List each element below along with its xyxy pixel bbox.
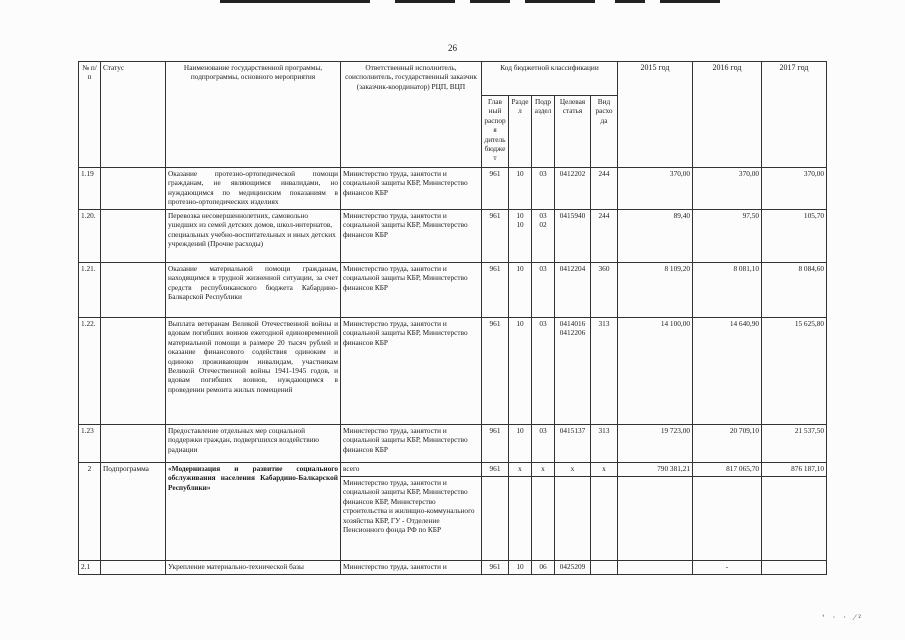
row-executor: Министерство труда, занятости и [341,561,482,575]
row-amount-2017: 370,00 [762,168,827,210]
subprogram-amount-2016: 817 065,70 [693,463,762,477]
row-grbs: 961 [482,263,509,318]
subprogram-amount-2017: 876 187,10 [762,463,827,477]
empty-cell [618,477,693,561]
table-row [79,318,827,425]
row-amount-2015: 89,40 [618,210,693,263]
empty-cell [509,477,532,561]
row-status [101,425,166,463]
header-year-2015: 2015 год [618,62,693,168]
row-name: Перевозка несовершеннолетних, самовольно ушедших из семей детских домов, школ-интернатов, специальных учебно-воспитательных и иных детских учреждений (Прочие расходы) [166,210,341,263]
row-vr: 313 [591,318,618,425]
subprogram-total-label: всего [341,463,482,477]
row-num: 1.19 [79,168,101,210]
row-vr: 360 [591,263,618,318]
row-amount-2017: 21 537,50 [762,425,827,463]
row-num: 1.21. [79,263,101,318]
table-row [79,263,827,318]
row-name: Предоставление отдельных мер социальной поддержки граждан, подвергшихся воздействию радиации [166,425,341,463]
row-amount-2015: 14 100,00 [618,318,693,425]
table-row [79,561,827,575]
subprogram-podrazdel: x [532,463,555,477]
empty-cell [555,477,591,561]
row-amount-2017: 15 625,80 [762,318,827,425]
row-podrazdel: 03 02 [532,210,555,263]
row-grbs: 961 [482,425,509,463]
table-row [79,210,827,263]
header-year-2016: 2016 год [693,62,762,168]
row-amount-2016: 8 081,10 [693,263,762,318]
page-number: 26 [448,43,457,53]
empty-cell [482,477,509,561]
row-amount-2016: 20 709,10 [693,425,762,463]
row-name: Оказание протезно-ортопедической помощи гражданам, не являющимся инвалидами, но нуждающимся по медицинским показаниям в протезно-ортопедических изделиях [166,168,341,210]
row-executor: Министерство труда, занятости и социальной защиты КБР, Министерство финансов КБР [341,210,482,263]
row-amount-2015: 19 723,00 [618,425,693,463]
row-csr: 0415137 [555,425,591,463]
row-status [101,561,166,575]
row-name: Оказание материальной помощи гражданам, находящимся в трудной жизненной ситуации, за счет средств республиканского бюджета Кабардино-Балкарской Республики [166,263,341,318]
row-amount-2017: 8 084,60 [762,263,827,318]
row-amount-2017: 105,70 [762,210,827,263]
header-podrazdel: Подр аздел [532,96,555,168]
header-num: № п/п [79,62,101,168]
row-status [101,168,166,210]
row-executor: Министерство труда, занятости и социальной защиты КБР, Министерство финансов КБР [341,168,482,210]
header-vr: Вид расхо да [591,96,618,168]
header-csr: Целевая статья [555,96,591,168]
row-amount-2015: 370,00 [618,168,693,210]
empty-cell [591,477,618,561]
row-num: 1.20. [79,210,101,263]
row-podrazdel: 06 [532,561,555,575]
row-podrazdel: 03 [532,168,555,210]
header-grbs: Глав ный распор я дитель бюдже т [482,96,509,168]
header-executor: Ответственный исполнитель, соисполнитель, государственный заказчик (заказчик-координатор) РЦП, ВЦП [341,62,482,168]
subprogram-executors: Министерство труда, занятости и социальной защиты КБР, Министерство финансов КБР, Министерство строительства и жилищно-коммунального хозяйства КБР, ГУ - Отделение Пенсионного фонда РФ по КБР [341,477,482,561]
row-csr: 0414016 0412206 [555,318,591,425]
top-scan-marks [220,0,740,6]
row-vr: 244 [591,210,618,263]
subprogram-vr: x [591,463,618,477]
row-num: 1.22. [79,318,101,425]
subprogram-total-row [79,463,827,477]
row-grbs: 961 [482,318,509,425]
header-year-2017: 2017 год [762,62,827,168]
row-amount-2015 [618,561,693,575]
row-amount-2016: 97,50 [693,210,762,263]
row-amount-2016: - [693,561,762,575]
row-razdel: 10 [509,561,532,575]
row-podrazdel: 03 [532,263,555,318]
row-amount-2015: 8 109,20 [618,263,693,318]
subprogram-amount-2015: 790 381,21 [618,463,693,477]
header-code-group: Код бюджетной классификации [482,62,618,96]
header-name: Наименование государственной программы, подпрограммы, основного мероприятия [166,62,341,168]
row-razdel: 10 [509,425,532,463]
table-header-row [79,62,827,96]
table-row [79,425,827,463]
row-razdel: 10 10 [509,210,532,263]
row-razdel: 10 [509,168,532,210]
row-executor: Министерство труда, занятости и социальной защиты КБР, Министерство финансов КБР [341,263,482,318]
subprogram-razdel: x [509,463,532,477]
row-status [101,318,166,425]
subprogram-status: Подпрограмма [101,463,166,561]
row-amount-2016: 370,00 [693,168,762,210]
row-podrazdel: 03 [532,318,555,425]
row-csr: 0412204 [555,263,591,318]
row-name: Выплата ветеранам Великой Отечественной войны и вдовам погибших воинов ежегодной единовременной материальной помощи в размере 20 тысяч рублей и оказание финансового содействия одиноким и одиноко проживающим инвалидам, участникам Великой Отечественной войны 1941-1945 годов, и вдовам погибших воинов, нуждающимся в проведении ремонта жилых помещений [166,318,341,425]
row-status [101,210,166,263]
empty-cell [762,477,827,561]
row-num: 2.1 [79,561,101,575]
subprogram-grbs: 961 [482,463,509,477]
row-razdel: 10 [509,318,532,425]
row-csr: 0425209 [555,561,591,575]
header-status: Статус [101,62,166,168]
row-name: Укрепление материально-технической базы [166,561,341,575]
row-grbs: 961 [482,561,509,575]
row-num: 1.23 [79,425,101,463]
subprogram-name: «Модернизация и развитие социального обслуживания населения Кабардино-Балкарской Республики» [166,463,341,561]
row-vr: 313 [591,425,618,463]
empty-cell [532,477,555,561]
row-amount-2016: 14 640,90 [693,318,762,425]
row-executor: Министерство труда, занятости и социальной защиты КБР, Министерство финансов КБР [341,425,482,463]
subprogram-num: 2 [79,463,101,561]
empty-cell [693,477,762,561]
row-vr: 244 [591,168,618,210]
header-razdel: Разде л [509,96,532,168]
corner-scan-marks: ‘ · · ⁄² [822,613,864,622]
row-razdel: 10 [509,263,532,318]
row-vr [591,561,618,575]
row-executor: Министерство труда, занятости и социальной защиты КБР, Министерство финансов КБР [341,318,482,425]
row-podrazdel: 03 [532,425,555,463]
subprogram-csr: x [555,463,591,477]
row-status [101,263,166,318]
row-csr: 0415940 [555,210,591,263]
row-amount-2017 [762,561,827,575]
budget-table [78,61,827,575]
row-csr: 0412202 [555,168,591,210]
row-grbs: 961 [482,168,509,210]
row-grbs: 961 [482,210,509,263]
table-row [79,168,827,210]
